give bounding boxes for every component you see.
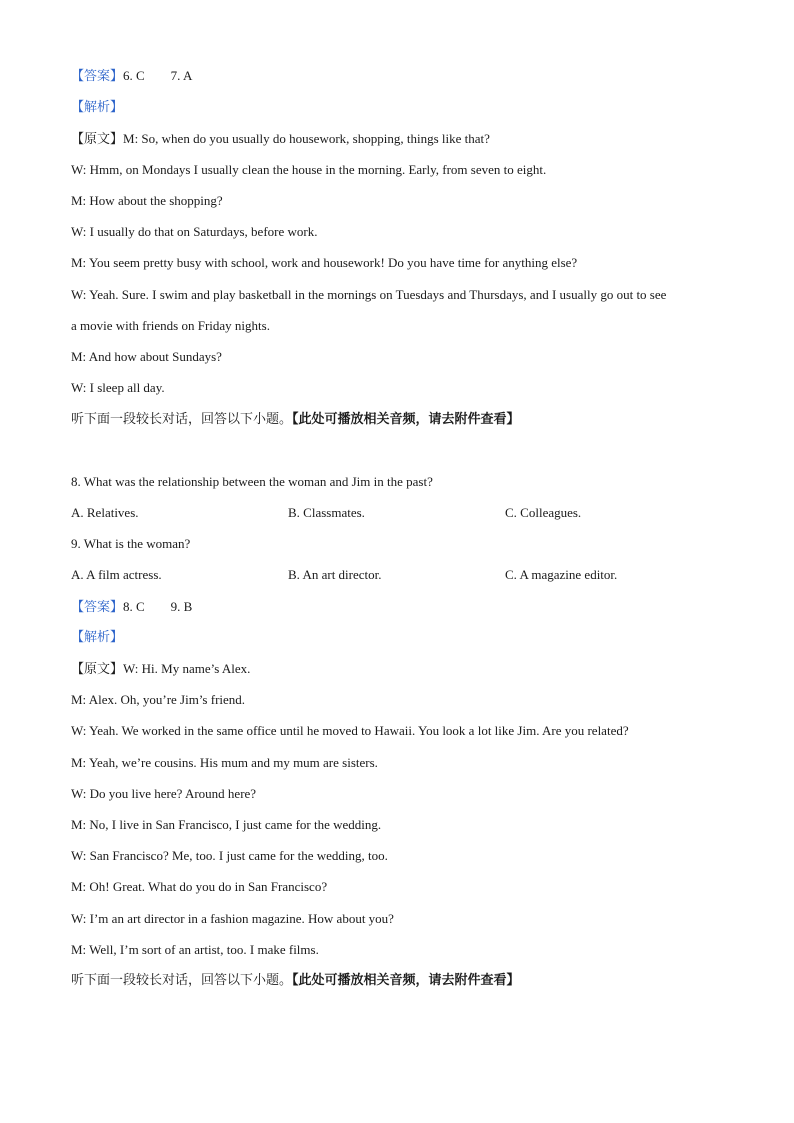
question-stem-9: 9. What is the woman? [71, 536, 191, 551]
transcript-line: a movie with friends on Friday nights. [71, 318, 270, 333]
answer-line-2 [71, 598, 192, 617]
transcript-line: W: Do you live here? Around here? [71, 786, 257, 801]
answer-label: 【答案】 [71, 600, 124, 615]
audio-notice [71, 411, 520, 429]
transcript-text: W: Hi. My name’s Alex. [123, 661, 251, 676]
transcript-line: M: You seem pretty busy with school, work and housework! Do you have time for anything else? [71, 255, 578, 270]
question-8-option-b: B. Classmates. [288, 505, 365, 520]
audio-notice [71, 972, 520, 990]
transcript-line: W: San Francisco? Me, too. I just came for the wedding, too. [71, 848, 388, 863]
transcript-text: M: So, when do you usually do housework, shopping, things like that? [123, 131, 490, 146]
analysis-label: 【解析】 [71, 100, 124, 115]
answer-line-1 [71, 67, 192, 86]
transcript-line [71, 660, 250, 679]
transcript-line: M: Alex. Oh, you’re Jim’s friend. [71, 692, 246, 707]
transcript-line: W: I sleep all day. [71, 380, 165, 395]
transcript-line: W: Yeah. Sure. I swim and play basketball in the mornings on Tuesdays and Thursdays, and I usually go out to see [71, 287, 667, 302]
notice-instruction: 听下面一段较长对话，回答以下小题。 [71, 973, 293, 988]
transcript-label: 【原文】 [71, 132, 124, 147]
transcript-line: M: No, I live in San Francisco, I just came for the wedding. [71, 817, 382, 832]
analysis-label: 【解析】 [71, 630, 124, 645]
notice-instruction: 听下面一段较长对话，回答以下小题。 [71, 412, 293, 427]
transcript-label: 【原文】 [71, 662, 124, 677]
answer-text: 6. C 7. A [123, 68, 193, 83]
transcript-line: M: And how about Sundays? [71, 349, 222, 364]
transcript-line: W: Yeah. We worked in the same office until he moved to Hawaii. You look a lot like Jim. Are you related? [71, 723, 629, 738]
transcript-line: M: Well, I’m sort of an artist, too. I make films. [71, 942, 319, 957]
question-9-option-b: B. An art director. [288, 567, 382, 582]
question-stem-8: 8. What was the relationship between the woman and Jim in the past? [71, 474, 433, 489]
transcript-line: M: Yeah, we’re cousins. His mum and my mum are sisters. [71, 755, 378, 770]
transcript-line: M: Oh! Great. What do you do in San Francisco? [71, 879, 328, 894]
transcript-line: W: I’m an art director in a fashion magazine. How about you? [71, 911, 394, 926]
answer-text: 8. C 9. B [123, 599, 193, 614]
question-8-option-a: A. Relatives. [71, 505, 139, 520]
transcript-line [71, 130, 490, 149]
answer-label: 【答案】 [71, 69, 124, 84]
notice-audio: 【此处可播放相关音频，请去附件查看】 [292, 412, 520, 427]
notice-audio: 【此处可播放相关音频，请去附件查看】 [292, 973, 520, 988]
transcript-line: W: I usually do that on Saturdays, before work. [71, 224, 318, 239]
question-8-option-c: C. Colleagues. [505, 505, 582, 520]
transcript-line: W: Hmm, on Mondays I usually clean the house in the morning. Early, from seven to eight. [71, 162, 547, 177]
transcript-line: M: How about the shopping? [71, 193, 223, 208]
question-9-option-a: A. A film actress. [71, 567, 162, 582]
question-9-option-c: C. A magazine editor. [505, 567, 618, 582]
